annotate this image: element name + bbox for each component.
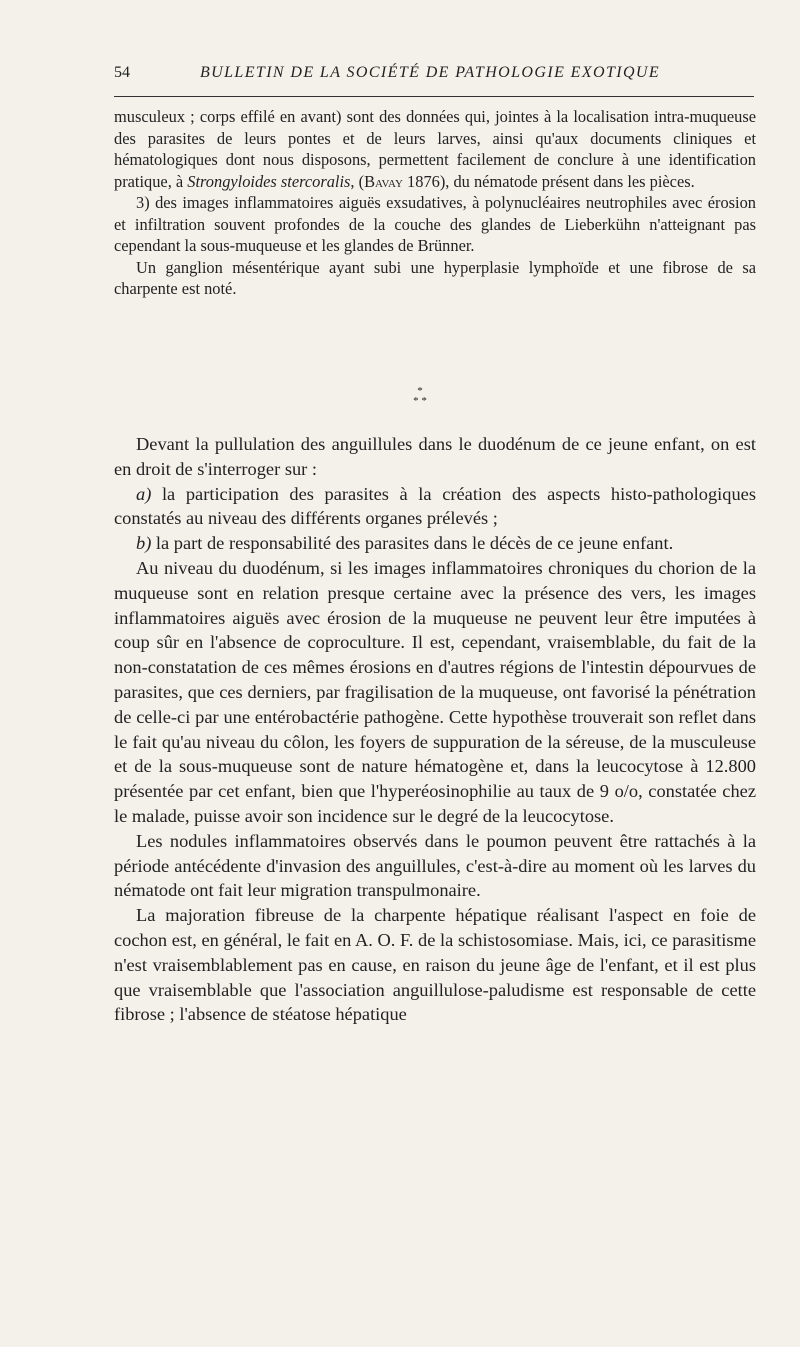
species-name: Strongyloides stercoralis [187,171,351,191]
separator-top-star: * [417,385,423,397]
journal-title: BULLETIN DE LA SOCIÉTÉ DE PATHOLOGIE EXOTIQUE [200,64,661,81]
section-separator [400,386,440,406]
list-label-b: b) [136,533,152,554]
separator-bottom-stars: * * [413,395,427,407]
list-item-b: b) la part de responsabilité des parasites dans le décès de ce jeune enfant. [136,533,674,554]
main-paragraph-4: La majoration fibreuse de la charpente hépatique réalisant l'aspect en foie de cochon est, en général, le fait en A. O. F. de la schistosomiase. Mais, ici, ce parasitisme n'est vraisemblablement pas en cause, en raison du jeune âge de l'enfant, et il est plus que vraisemblable que l'association anguillulose-paludisme est responsable de cette fibrose ; l'absence de stéatose hépatique [114,905,756,1025]
author-name: Bavay [364,171,403,191]
main-paragraph-1: Devant la pullulation des anguillules dans le duodénum de ce jeune enfant, on est en droit de s'interroger sur : [114,434,756,479]
main-paragraph-3: Les nodules inflammatoires observés dans le poumon peuvent être rattachés à la période antécédente d'invasion des anguillules, c'est-à-dire au moment où les larves du nématode ont fait leur migration transpulmonaire. [114,830,756,901]
small-text-block [114,106,756,300]
main-paragraph-2: Au niveau du duodénum, si les images inflammatoires chroniques du chorion de la muqueuse sont en relation presque certaine avec la présence des vers, les images inflammatoires aiguës avec érosion de la muqueuse ne peuvent leur être imputées à coup sûr en l'absence de coproculture. Il est, cependant, vraisemblable, du fait de la non-constatation de ces mêmes érosions en d'autres régions de l'intestin dépourvues de parasites, que ces derniers, par fragilisation de la muqueuse, ont favorisé la pénétration de celle-ci par une entérobactérie pathogène. Cette hypothèse trouverait son reflet dans le fait qu'au niveau du côlon, les foyers de suppuration de la séreuse, de la musculeuse et de la sous-muqueuse sont de nature hématogène et, dans la leucocytose à 12.800 présentée par cet enfant, bien que l'hyperéosinophilie au taux de 9 o/o, constatée chez le malade, puisse avoir son incidence sur le degré de la leucocytose. [114,557,756,826]
main-text-block [114,432,756,1027]
list-label-a: a) [136,483,152,504]
small-paragraph-3: Un ganglion mésentérique ayant subi une hyperplasie lymphoïde et une fibrose de sa charpente est noté. [114,257,756,298]
page-number: 54 [114,64,130,81]
running-head [114,64,756,90]
small-paragraph-2: 3) des images inflammatoires aiguës exsudatives, à polynucléaires neutrophiles avec érosion et infiltration souvent profondes de la couche des glandes de Lieberkühn n'atteignant pas cependant la sous-muqueuse et les glandes de Brünner. [114,193,756,255]
header-rule [114,96,754,97]
list-item-a: a) la participation des parasites à la création des aspects histo-pathologiques constatés au niveau des différents organes prélevés ; [114,483,756,529]
small-paragraph-1: musculeux ; corps effilé en avant) sont des données qui, jointes à la localisation intra-muqueuse des parasites de leurs pontes et de leurs larves, ainsi qu'aux documents cliniques et hématologiques dont nous disposons, permettent facilement de conclure à une identification pratique, à Strongyloides stercoralis, (Bavay 1876), du nématode présent dans les pièces. [114,107,756,191]
